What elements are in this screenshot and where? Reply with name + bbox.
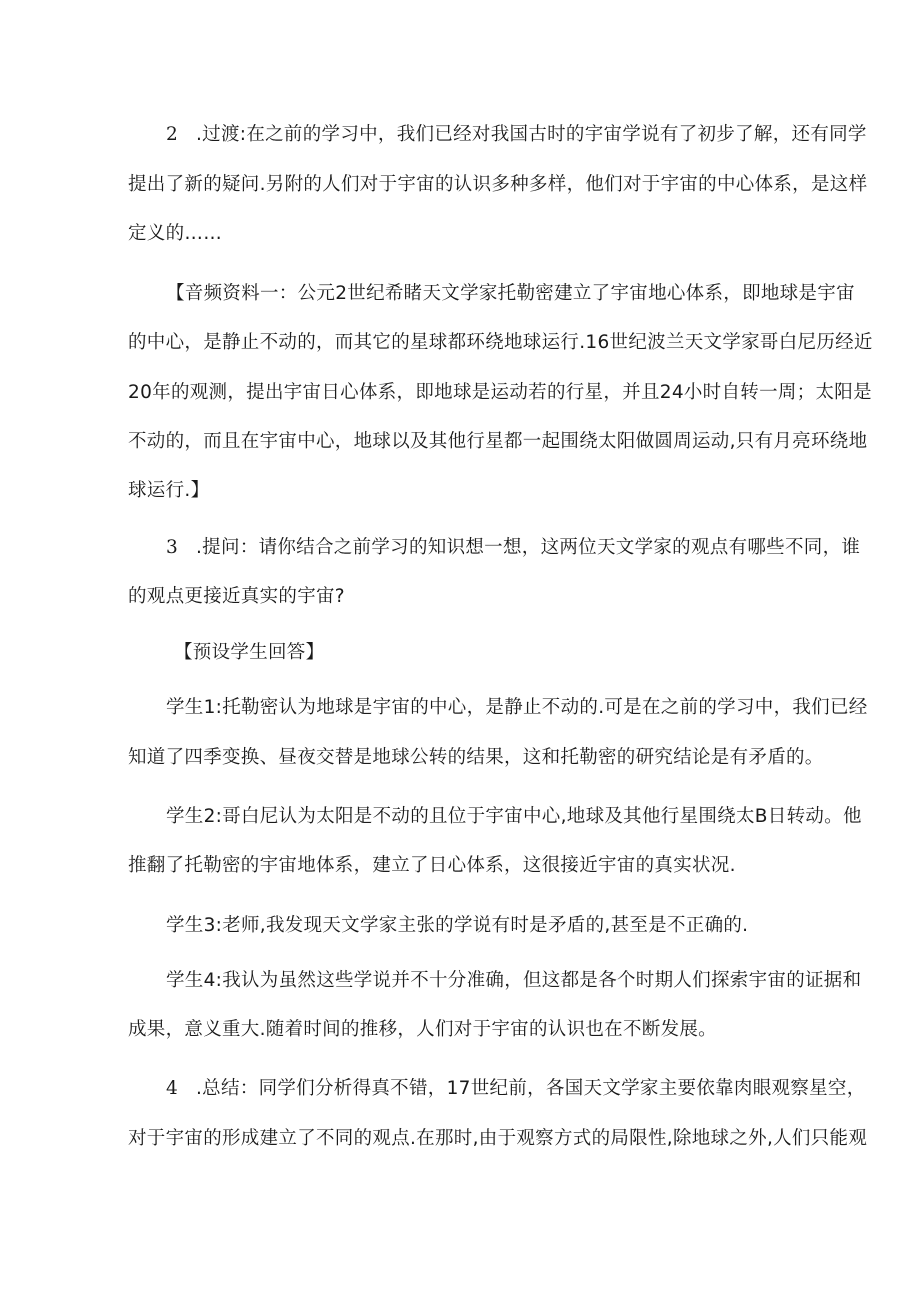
- paragraph-3-line-1: [166, 533, 860, 559]
- paragraph-2-line-3: 定义的……: [128, 223, 223, 244]
- student-3-line-1: 学生3:老师,我发现天文学家主张的学说有时是矛盾的,甚至是不正确的.: [166, 915, 749, 936]
- student-4-line-2: 成果，意义重大.随着时间的推移，人们对于宇宙的认识也在不断发展。: [128, 1019, 717, 1040]
- audio-material-line-2: 的中心，是静止不动的，而其它的星球都环绕地球运行.16世纪波兰天文学家哥白尼历经近: [128, 332, 873, 353]
- audio-material-line-1: 【音频资料一：公元2世纪希睹天文学家托勒密建立了宇宙地心体系，即地球是宇宙: [166, 283, 855, 304]
- audio-material-line-4: 不动的，而且在宇宙中心，地球以及其他行星都一起围绕太阳做圆周运动,只有月亮环绕地: [128, 431, 868, 452]
- paragraph-2-line-1: [166, 120, 867, 146]
- paragraph-4-line-2: 对于宇宙的形成建立了不同的观点.在那时,由于观察方式的局限性,除地球之外,人们只能观: [128, 1128, 868, 1149]
- paragraph-3-line-2: 的观点更接近真实的宇宙?: [128, 586, 345, 607]
- student-1-line-2: 知道了四季变换、昼夜交替是地球公转的结果，这和托勒密的研究结论是有矛盾的。: [128, 747, 824, 768]
- item-number: 3: [166, 537, 179, 558]
- item-number: 4: [166, 1078, 179, 1099]
- paragraph-text: .总结：同学们分析得真不错，17世纪前，各国天文学家主要依靠肉眼观察星空，: [196, 1078, 866, 1099]
- audio-material-line-3: 20年的观测，提出宇宙日心体系，即地球是运动若的行星，并且24小时自转一周；太阳是: [128, 382, 872, 403]
- student-2-line-1: 学生2:哥白尼认为太阳是不动的且位于宇宙中心,地球及其他行星围绕太B日转动。他: [166, 806, 862, 827]
- paragraph-2-line-2: 提出了新的疑问.另附的人们对于宇宙的认识多种多样，他们对于宇宙的中心体系，是这样: [128, 174, 868, 195]
- paragraph-4-line-1: [166, 1074, 866, 1100]
- student-4-line-1: 学生4:我认为虽然这些学说并不十分准确，但这都是各个时期人们探索宇宙的证据和: [166, 970, 862, 991]
- item-number: 2: [166, 124, 179, 145]
- preset-answers-heading: 【预设学生回答】: [174, 642, 325, 663]
- audio-material-line-5: 球运行.】: [128, 480, 210, 501]
- paragraph-text: .提问：请你结合之前学习的知识想一想，这两位天文学家的观点有哪些不同，谁: [196, 537, 861, 558]
- student-2-line-2: 推翻了托勒密的宇宙地体系，建立了日心体系，这很接近宇宙的真实状况.: [128, 855, 736, 876]
- student-1-line-1: 学生1:托勒密认为地球是宇宙的中心，是静止不动的.可是在之前的学习中，我们已经: [166, 697, 868, 718]
- paragraph-text: .过渡:在之前的学习中，我们已经对我国古时的宇宙学说有了初步了解，还有同学: [196, 124, 867, 145]
